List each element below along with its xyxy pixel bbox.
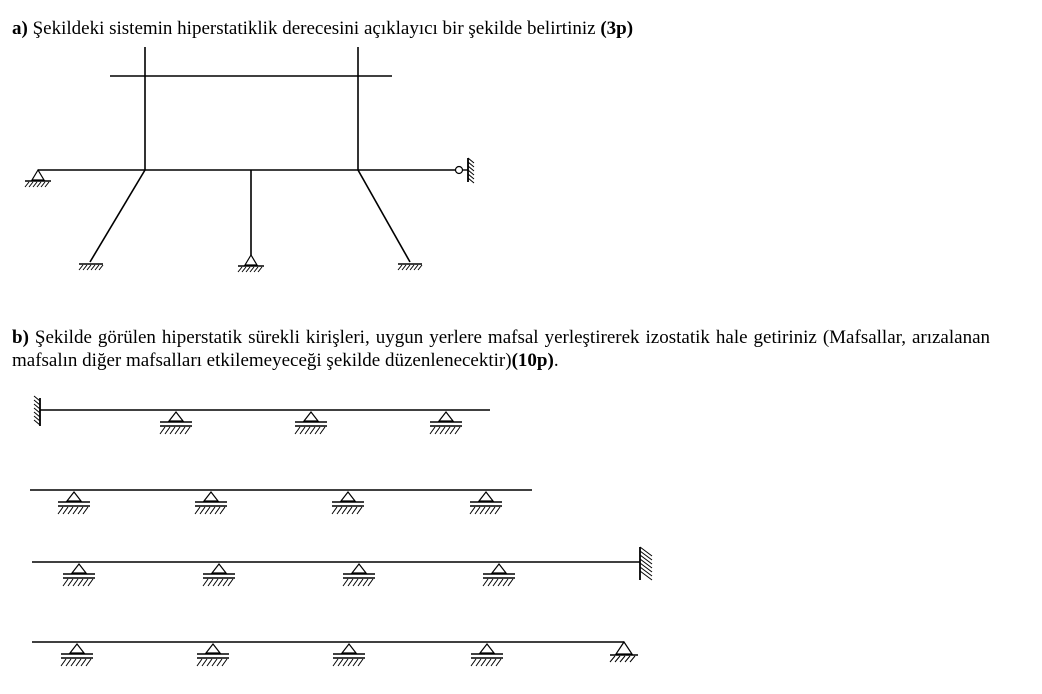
beam-2-roller-support xyxy=(58,492,90,514)
question-b-label: b) xyxy=(12,327,29,348)
frame-left-inclined-leg xyxy=(90,170,145,262)
beam-4-pin-support xyxy=(610,642,638,662)
beam-1-fixed-wall xyxy=(34,396,40,426)
beam-2-roller-support xyxy=(470,492,502,514)
frame-left-pin-support xyxy=(25,170,51,187)
beam-4-roller-support xyxy=(197,644,229,666)
question-b-text: Şekilde görülen hiperstatik sürekli kirişleri, uygun yerlere mafsal yerleştirerek izostatik hale getiriniz (Mafsallar, arızalanan mafsalın diğer mafsalları etkilemeyeceği şekilde düzenlenecektir) xyxy=(12,327,990,371)
beam-4-roller-support xyxy=(333,644,365,666)
question-a-text: Şekildeki sistemin hiperstatiklik derecesini açıklayıcı bir şekilde belirtiniz xyxy=(27,18,601,39)
question-b-points: (10p) xyxy=(511,350,554,371)
beam-2-roller-support xyxy=(332,492,364,514)
beam-1 xyxy=(34,396,490,434)
beam-4-roller-support xyxy=(471,644,503,666)
beam-2 xyxy=(30,490,532,514)
beam-4-roller-support xyxy=(61,644,93,666)
frame-right-inclined-leg xyxy=(358,170,410,262)
beam-3-roller-support xyxy=(203,564,235,586)
beam-3-roller-support xyxy=(343,564,375,586)
frame-right-wall-support xyxy=(456,158,475,183)
frame-right-ground-support xyxy=(398,264,422,270)
question-a-label: a) xyxy=(12,18,28,39)
frame-left-ground-support xyxy=(79,264,103,270)
beam-3-roller-support xyxy=(483,564,515,586)
beam-1-roller-support xyxy=(160,412,192,434)
beam-3 xyxy=(32,547,652,586)
question-a-points: (3p) xyxy=(600,18,634,39)
beam-4 xyxy=(32,642,638,666)
frame-center-pin-support xyxy=(238,255,264,272)
question-b-end: . xyxy=(553,350,559,371)
beam-3-fixed-wall xyxy=(640,547,652,580)
beam-3-roller-support xyxy=(63,564,95,586)
beam-2-roller-support xyxy=(195,492,227,514)
beam-1-roller-support xyxy=(295,412,327,434)
frame-structure xyxy=(25,47,474,272)
beam-1-roller-support xyxy=(430,412,462,434)
